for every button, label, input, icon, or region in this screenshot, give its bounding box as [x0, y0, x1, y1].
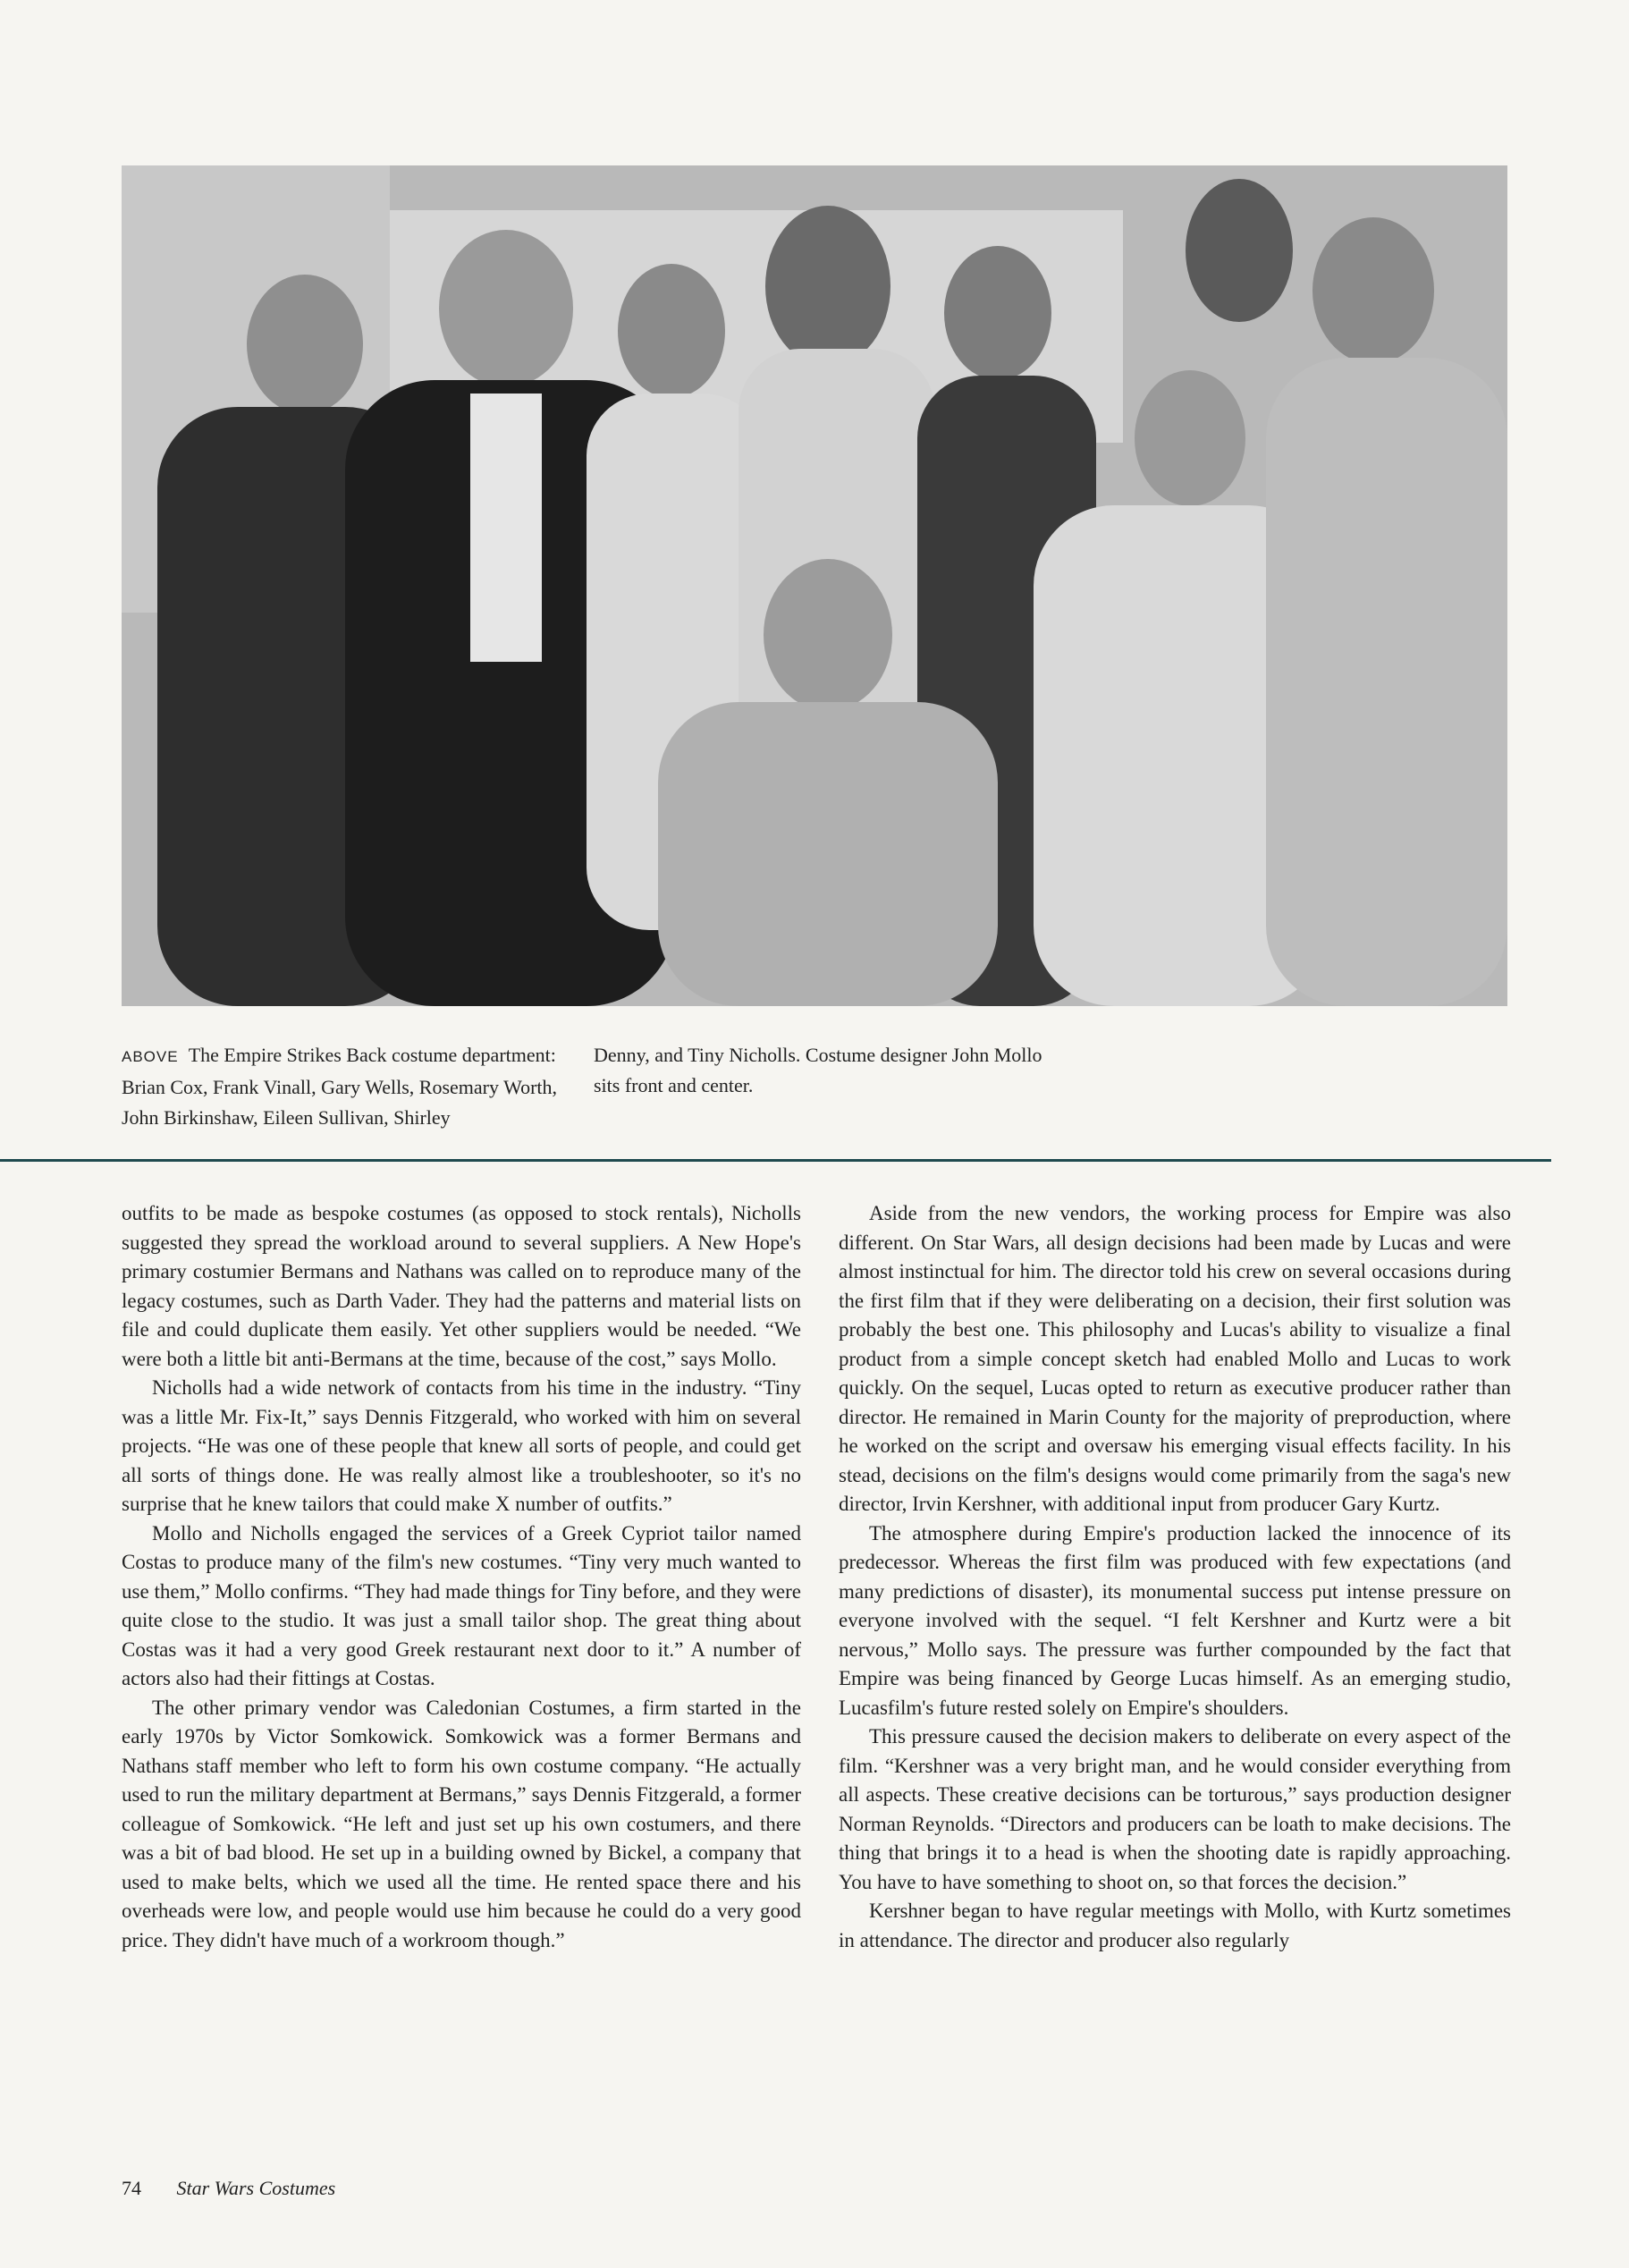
caption-part-1	[122, 1040, 569, 1133]
paragraph: Aside from the new vendors, the working process for Empire was also different. On Star Wars, all design decisions had been made by Lucas and were almost instinctual for him. The director told his crew on several occasions during the first film that if they were deliberating on a decision, their first solution was probably the best one. This philosophy and Lucas's ability to visualize a final product from a simple concept sketch had enabled Mollo and Lucas to work quickly. On the sequel, Lucas opted to return as executive producer rather than director. He remained in Marin County for the majority of preproduction, where he worked on the script and oversaw his emerging visual effects facility. In his stead, decisions on the film's designs would come primarily from the saga's new director, Irvin Kershner, with additional input from producer Gary Kurtz.	[839, 1202, 1511, 1515]
page-footer	[122, 2177, 335, 2200]
caption-part-2	[594, 1040, 1059, 1101]
group-photo	[122, 165, 1507, 1006]
paragraph: Mollo and Nicholls engaged the services of a Greek Cypriot tailor named Costas to produce many of the film's new costumes. “Tiny very much wanted to use them,” Mollo confirms. “They had made things for Tiny before, and they were quite close to the studio. It was just a small tailor shop. The great thing about Costas was it had a very good Greek restaurant next door to it.” A number of actors also had their fittings at Costas.	[122, 1521, 801, 1689]
paragraph: The atmosphere during Empire's production lacked the innocence of its predecessor. Whereas the first film was produced with few expectations (and many predictions of disaster), its monumental success put intense pressure on everyone involved with the sequel. “I felt Kershner and Kurtz were a bit nervous,” Mollo says. The pressure was further compounded by the fact that Empire was being financed by George Lucas himself. As an emerging studio, Lucasfilm's future rested solely on Empire's shoulders.	[839, 1521, 1511, 1719]
left-column	[122, 1199, 801, 1955]
caption-text-1: The Empire Strikes Back costume department: Brian Cox, Frank Vinall, Gary Wells, Rosemary Worth, John Birkinshaw, Eileen Sullivan, Shirley	[122, 1044, 558, 1129]
paragraph: Kershner began to have regular meetings with Mollo, with Kurtz sometimes in attendance. The director and producer also regularly	[839, 1900, 1511, 1951]
book-title: Star Wars Costumes	[176, 2177, 336, 2199]
section-divider	[0, 1159, 1551, 1162]
paragraph: This pressure caused the decision makers to deliberate on every aspect of the film. “Kershner was a very bright man, and he would consider everything from all aspects. These creative decisions can be torturous,” says production designer Norman Reynolds. “Directors and producers can be loath to make decisions. The thing that brings it to a head is when the shooting date is rapidly approaching. You have to have something to shoot on, so that forces the decision.”	[839, 1725, 1511, 1893]
paragraph: outfits to be made as bespoke costumes (as opposed to stock rentals), Nicholls suggested they spread the workload around to several suppliers. A New Hope's primary costumier Bermans and Nathans was called on to reproduce many of the legacy costumes, such as Darth Vader. They had the patterns and material lists on file and could duplicate them easily. Yet other suppliers would be needed. “We were both a little bit anti-Bermans at the time, because of the cost,” says Mollo.	[122, 1202, 801, 1370]
caption-label: ABOVE	[122, 1048, 179, 1065]
paragraph: Nicholls had a wide network of contacts from his time in the industry. “Tiny was a little Mr. Fix-It,” says Dennis Fitzgerald, who worked with him on several projects. “He was one of these people that knew all sorts of people, and could get all sorts of things done. He was really almost like a troubleshooter, so it's no surprise that he knew tailors that could make X number of outfits.”	[122, 1376, 801, 1515]
page-number: 74	[122, 2177, 141, 2199]
photo-illustration	[122, 165, 1507, 1006]
paragraph: The other primary vendor was Caledonian Costumes, a firm started in the early 1970s by Victor Somkowick. Somkowick was a former Bermans and Nathans staff member who left to form his own costume company. “He actually used to run the military department at Bermans,” says Dennis Fitzgerald, a former colleague of Somkowick. “He left and just set up his own costumers, and there was a bit of bad blood. He set up in a building owned by Bickel, a company that used to make belts, which we used all the time. He rented space there and his overheads were low, and people would use him because he could do a very good price. They didn't have much of a workroom though.”	[122, 1696, 801, 1951]
right-column	[839, 1199, 1511, 1955]
caption-text-2: Denny, and Tiny Nicholls. Costume designer John Mollo sits front and center.	[594, 1044, 1042, 1096]
